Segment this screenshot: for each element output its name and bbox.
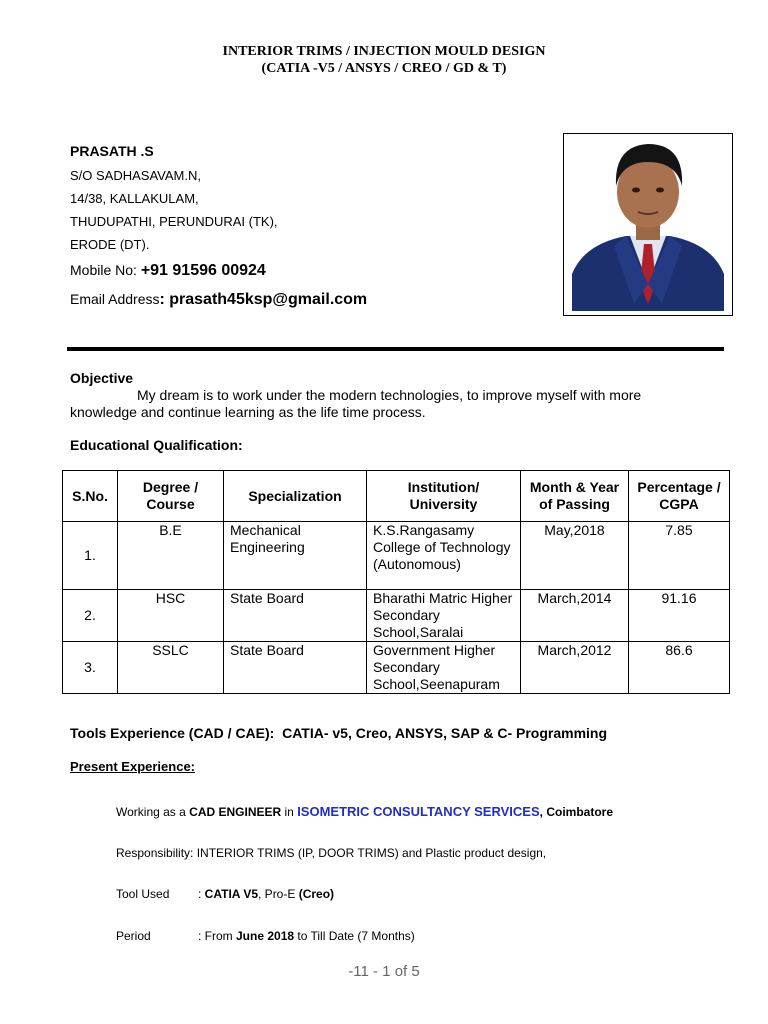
company-location: , Coimbatore: [539, 805, 613, 819]
profile-photo: [563, 133, 733, 316]
table-row: [63, 642, 730, 694]
email-label: Email Address: [70, 291, 160, 307]
education-header-row: [63, 471, 730, 522]
tools-experience: [70, 725, 607, 741]
address-line-3: THUDUPATHI, PERUNDURAI (TK),: [70, 214, 278, 229]
resume-heading-line2: (CATIA -V5 / ANSYS / CREO / GD & T): [261, 61, 507, 76]
header-specialization: Specialization: [224, 471, 367, 522]
row-percentage: 91.16: [629, 590, 730, 642]
row-passing: March,2012: [521, 642, 629, 694]
row-degree: B.E: [118, 522, 224, 590]
address-line-2: 14/38, KALLAKULAM,: [70, 191, 199, 206]
page-indicator: -11 - 1 of 5: [348, 963, 420, 980]
responsibility-line: Responsibility: INTERIOR TRIMS (IP, DOOR TRIMS) and Plastic product design,: [116, 846, 547, 860]
row-specialization: State Board: [224, 590, 367, 642]
candidate-name: PRASATH .S: [70, 143, 154, 159]
header-percentage: Percentage / CGPA: [629, 471, 730, 522]
row-percentage: 86.6: [629, 642, 730, 694]
tool-used-label: Tool Used: [116, 887, 170, 901]
mobile-label: Mobile No:: [70, 262, 141, 278]
present-experience-title: Present Experience:: [70, 759, 196, 774]
row-institution: Government Higher Secondary School,Seenapuram: [367, 642, 521, 694]
email-address: : prasath45ksp@gmail.com: [159, 291, 368, 308]
address-line-4: ERODE (DT).: [70, 237, 150, 252]
portrait-image: [564, 134, 732, 315]
row-degree: HSC: [118, 590, 224, 642]
tool-rest: , Pro-E: [258, 887, 299, 901]
email-line: [70, 291, 367, 309]
objective-text: [70, 387, 710, 421]
row-specialization: State Board: [224, 642, 367, 694]
period-prefix: : From: [198, 929, 236, 943]
tools-label: Tools Experience (CAD / CAE):: [70, 725, 275, 741]
header-institution: Institution/ University: [367, 471, 521, 522]
period-line: [116, 929, 415, 943]
education-table: [62, 470, 730, 694]
education-title: Educational Qualification:: [70, 437, 243, 453]
row-percentage: 7.85: [629, 522, 730, 590]
tool-used-line: [116, 887, 334, 901]
table-row: [63, 522, 730, 590]
row-degree: SSLC: [118, 642, 224, 694]
objective-line-2: knowledge and continue learning as the life time process.: [70, 404, 426, 420]
tools-value: CATIA- v5, Creo, ANSYS, SAP & C- Programming: [282, 725, 608, 741]
mobile-number: +91 91596 00924: [140, 262, 266, 279]
objective-line-1: My dream is to work under the modern technologies, to improve myself with more: [137, 387, 642, 403]
row-institution: Bharathi Matric Higher Secondary School,Saralai: [367, 590, 521, 642]
row-sno: 2.: [63, 590, 118, 642]
period-label: Period: [116, 929, 151, 943]
header-sno: S.No.: [63, 471, 118, 522]
period-start: June 2018: [236, 929, 295, 943]
company-name: ISOMETRIC CONSULTANCY SERVICES: [297, 804, 540, 819]
tool-creo: (Creo): [298, 887, 335, 901]
resume-heading-line1: INTERIOR TRIMS / INJECTION MOULD DESIGN: [222, 44, 546, 59]
row-institution: K.S.Rangasamy College of Technology (Autonomous): [367, 522, 521, 590]
address-line-1: S/O SADHASAVAM.N,: [70, 168, 201, 183]
header-passing: Month & Year of Passing: [521, 471, 629, 522]
period-rest: to Till Date (7 Months): [294, 929, 415, 943]
tool-used-sep: :: [198, 887, 205, 901]
row-passing: March,2014: [521, 590, 629, 642]
working-in: in: [281, 805, 298, 819]
tool-catia: CATIA V5: [204, 887, 259, 901]
header-degree: Degree / Course: [118, 471, 224, 522]
role-title: CAD ENGINEER: [189, 805, 282, 819]
working-line: [116, 804, 613, 819]
working-prefix: Working as a: [116, 805, 190, 819]
objective-title: Objective: [70, 370, 134, 386]
row-specialization: Mechanical Engineering: [224, 522, 367, 590]
section-divider: [67, 347, 724, 351]
mobile-line: [70, 262, 266, 280]
table-row: [63, 590, 730, 642]
row-passing: May,2018: [521, 522, 629, 590]
row-sno: 3.: [63, 642, 118, 694]
row-sno: 1.: [63, 522, 118, 590]
